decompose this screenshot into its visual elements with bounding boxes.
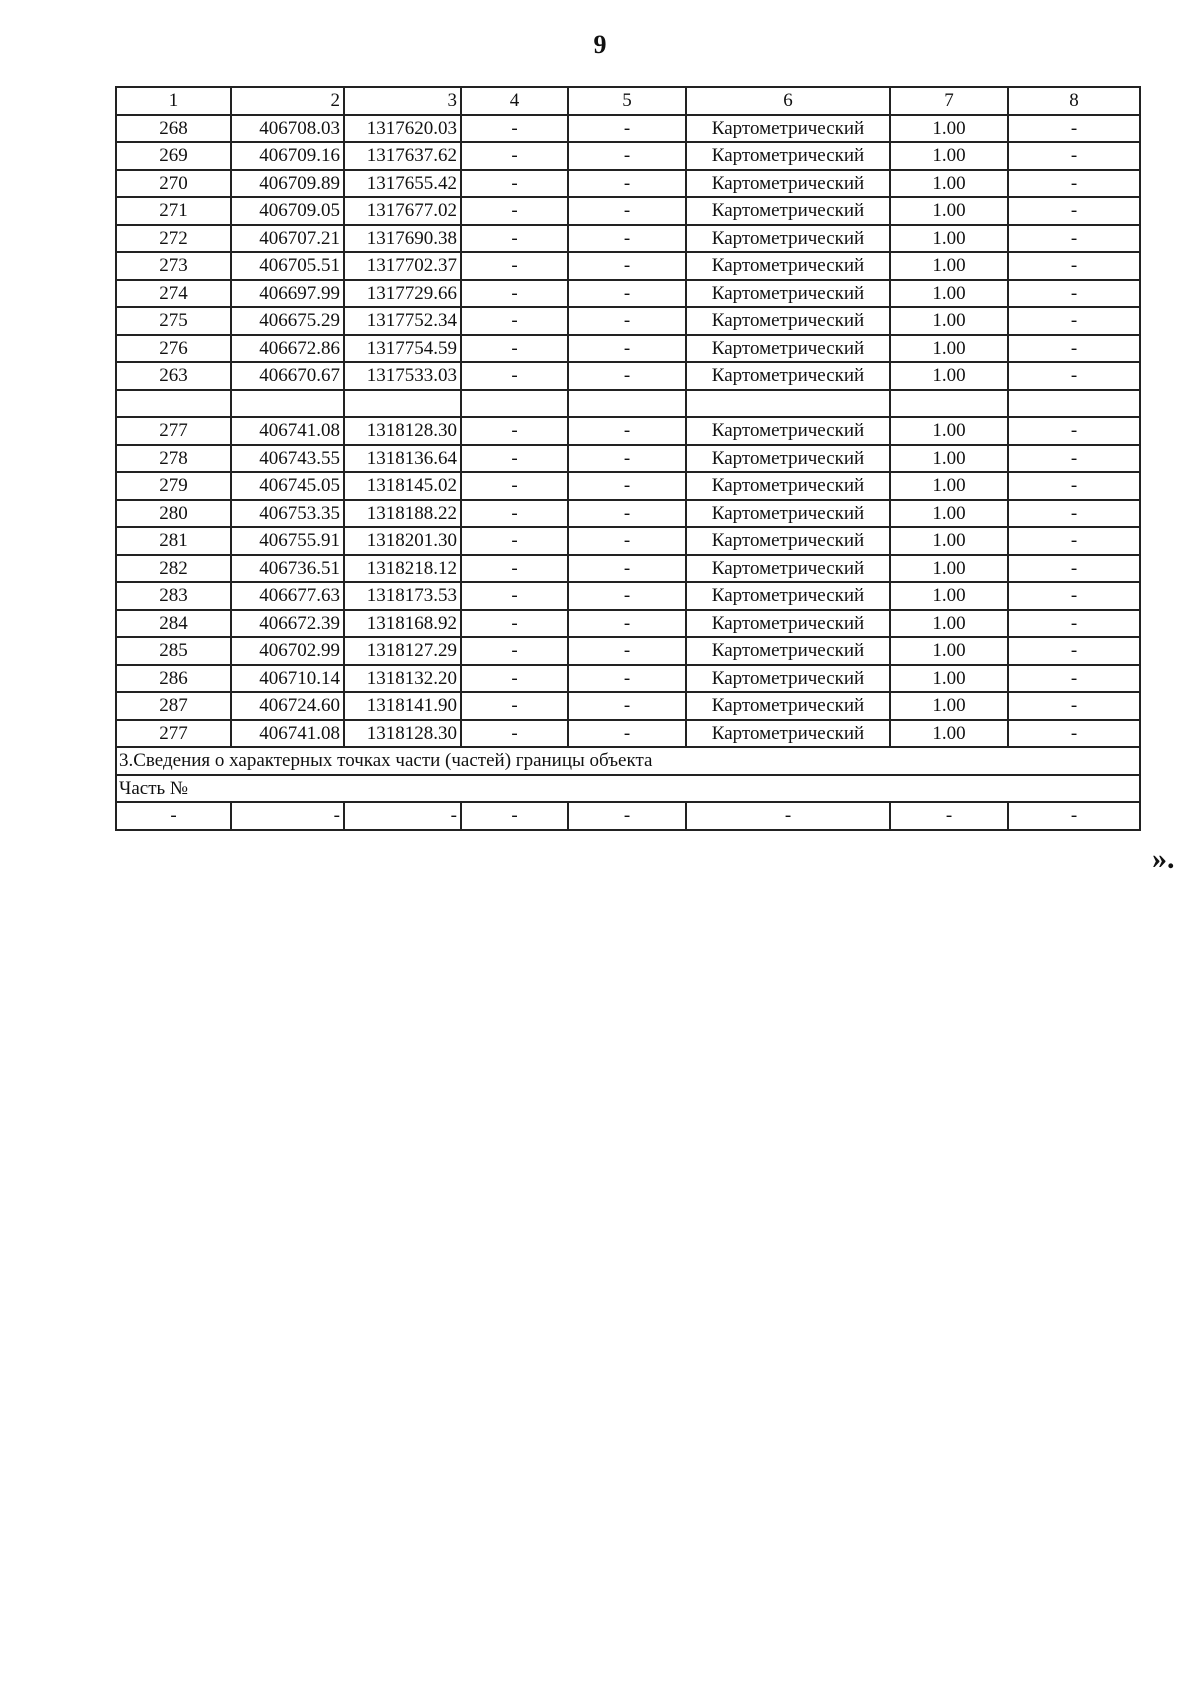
table-cell: - (1008, 170, 1140, 198)
table-row (116, 472, 1140, 500)
table-cell: - (568, 527, 686, 555)
table-cell: - (116, 802, 231, 830)
table-cell (461, 390, 568, 418)
table-cell: Картометрический (686, 582, 890, 610)
table-cell: 406708.03 (231, 115, 344, 143)
table-cell: 406724.60 (231, 692, 344, 720)
table-cell: - (461, 445, 568, 473)
table-row (116, 307, 1140, 335)
table-cell: 1317752.34 (344, 307, 461, 335)
table-cell: Картометрический (686, 252, 890, 280)
table-cell: 1.00 (890, 527, 1008, 555)
table-cell: 263 (116, 362, 231, 390)
table-row (116, 197, 1140, 225)
table-cell: - (686, 802, 890, 830)
table-cell: 5 (568, 87, 686, 115)
table-cell: 279 (116, 472, 231, 500)
table-cell: - (461, 637, 568, 665)
table-cell: - (1008, 115, 1140, 143)
table-cell (890, 390, 1008, 418)
table-cell: 286 (116, 665, 231, 693)
table-row (116, 335, 1140, 363)
table-cell: - (461, 527, 568, 555)
table-cell: - (568, 802, 686, 830)
table-cell: - (568, 720, 686, 748)
table-row (116, 610, 1140, 638)
table-row (116, 225, 1140, 253)
table-cell: 1318132.20 (344, 665, 461, 693)
table-cell: 1.00 (890, 252, 1008, 280)
table-cell: 277 (116, 720, 231, 748)
table-cell: - (568, 472, 686, 500)
table-cell: Картометрический (686, 555, 890, 583)
table-cell: 1 (116, 87, 231, 115)
table-cell: - (568, 445, 686, 473)
table-cell (344, 390, 461, 418)
table-cell: 406736.51 (231, 555, 344, 583)
table-cell: - (568, 582, 686, 610)
table-cell: - (461, 472, 568, 500)
table-cell: 2 (231, 87, 344, 115)
table-cell: 4 (461, 87, 568, 115)
table-cell: - (568, 252, 686, 280)
table-row (116, 390, 1140, 418)
table-cell: 1317754.59 (344, 335, 461, 363)
table-cell: - (1008, 445, 1140, 473)
table-cell (116, 390, 231, 418)
table-cell: 284 (116, 610, 231, 638)
table-cell: 1317637.62 (344, 142, 461, 170)
table-cell: 274 (116, 280, 231, 308)
table-cell: - (1008, 472, 1140, 500)
table-cell: 406709.16 (231, 142, 344, 170)
table-cell: 1.00 (890, 417, 1008, 445)
table-cell: - (1008, 582, 1140, 610)
table-cell: 1318201.30 (344, 527, 461, 555)
table-cell: - (568, 555, 686, 583)
table-row (116, 115, 1140, 143)
table-cell: - (1008, 637, 1140, 665)
table-cell: 406745.05 (231, 472, 344, 500)
table-cell: 3 (344, 87, 461, 115)
table-cell: - (1008, 142, 1140, 170)
table-cell: 1.00 (890, 170, 1008, 198)
table-cell: 1318141.90 (344, 692, 461, 720)
table-cell: 285 (116, 637, 231, 665)
table-cell: 406672.86 (231, 335, 344, 363)
table-cell: Картометрический (686, 692, 890, 720)
table-cell: 272 (116, 225, 231, 253)
table-cell: - (461, 142, 568, 170)
table-cell: Картометрический (686, 225, 890, 253)
table-cell: - (568, 170, 686, 198)
table-cell: - (231, 802, 344, 830)
table-cell: - (1008, 362, 1140, 390)
table-cell: - (461, 170, 568, 198)
table-cell: - (461, 307, 568, 335)
table-cell: - (568, 500, 686, 528)
table-cell: 1.00 (890, 720, 1008, 748)
table-cell: 269 (116, 142, 231, 170)
table-cell: Картометрический (686, 500, 890, 528)
table-cell: 1.00 (890, 555, 1008, 583)
table-cell: - (1008, 555, 1140, 583)
table-row (116, 665, 1140, 693)
table-cell: 275 (116, 307, 231, 335)
table-cell: 1318127.29 (344, 637, 461, 665)
table-cell: - (461, 500, 568, 528)
table-cell: 277 (116, 417, 231, 445)
table-row (116, 142, 1140, 170)
table-cell: Картометрический (686, 445, 890, 473)
table-cell: Картометрический (686, 197, 890, 225)
table-row (116, 637, 1140, 665)
table-cell: - (568, 197, 686, 225)
table-cell: 1318145.02 (344, 472, 461, 500)
table-cell: 1318188.22 (344, 500, 461, 528)
table-cell: 406705.51 (231, 252, 344, 280)
table-cell: - (461, 610, 568, 638)
page-number: 9 (593, 30, 607, 59)
table-cell: 406741.08 (231, 417, 344, 445)
table-cell: 1.00 (890, 637, 1008, 665)
table-row (116, 362, 1140, 390)
table-cell: - (568, 142, 686, 170)
table-cell: 1.00 (890, 280, 1008, 308)
table-row (116, 500, 1140, 528)
table-cell: 406697.99 (231, 280, 344, 308)
table-cell: 406670.67 (231, 362, 344, 390)
table-cell: - (1008, 665, 1140, 693)
table-cell: 1318136.64 (344, 445, 461, 473)
table-cell: - (890, 802, 1008, 830)
table-row (116, 252, 1140, 280)
table-cell: - (461, 802, 568, 830)
table-cell: 1.00 (890, 610, 1008, 638)
table-cell (686, 390, 890, 418)
table-cell: 278 (116, 445, 231, 473)
table-cell: - (568, 692, 686, 720)
table-cell: 1.00 (890, 500, 1008, 528)
table-cell: 406677.63 (231, 582, 344, 610)
table-cell: 1317702.37 (344, 252, 461, 280)
table-cell: Картометрический (686, 280, 890, 308)
table-cell: 406709.89 (231, 170, 344, 198)
table-cell: 281 (116, 527, 231, 555)
table-cell: 1.00 (890, 197, 1008, 225)
table-cell: - (568, 307, 686, 335)
table-cell: Картометрический (686, 362, 890, 390)
table-cell: 406710.14 (231, 665, 344, 693)
part-label: Часть № (116, 775, 1140, 803)
table-cell: - (461, 720, 568, 748)
table-cell: 280 (116, 500, 231, 528)
table-cell: 406743.55 (231, 445, 344, 473)
table-row (116, 720, 1140, 748)
table-cell: - (461, 335, 568, 363)
table-cell: 1318168.92 (344, 610, 461, 638)
table-cell: 1.00 (890, 307, 1008, 335)
table-cell: - (1008, 225, 1140, 253)
table-cell: - (1008, 417, 1140, 445)
table-row (116, 280, 1140, 308)
table-cell: 271 (116, 197, 231, 225)
table-cell: Картометрический (686, 720, 890, 748)
table-cell: - (461, 225, 568, 253)
table-cell: - (1008, 500, 1140, 528)
table-cell: - (1008, 335, 1140, 363)
table-cell: 1318128.30 (344, 417, 461, 445)
table-cell: - (1008, 197, 1140, 225)
table-cell: 1317655.42 (344, 170, 461, 198)
table-cell: 406672.39 (231, 610, 344, 638)
closing-quote-mark: ». (1152, 842, 1175, 875)
table-cell: 282 (116, 555, 231, 583)
table-cell: 1.00 (890, 362, 1008, 390)
table-cell: 1317533.03 (344, 362, 461, 390)
section-title-row (116, 747, 1140, 775)
table-cell: 406709.05 (231, 197, 344, 225)
table-cell: 273 (116, 252, 231, 280)
table-row (116, 527, 1140, 555)
table-cell: 406741.08 (231, 720, 344, 748)
table-cell: - (568, 280, 686, 308)
table-row (116, 555, 1140, 583)
table-cell: 1318128.30 (344, 720, 461, 748)
table-row (116, 582, 1140, 610)
table-row (116, 445, 1140, 473)
table-cell: Картометрический (686, 610, 890, 638)
table-cell: - (568, 115, 686, 143)
table-cell: 7 (890, 87, 1008, 115)
table-cell: 283 (116, 582, 231, 610)
table-cell: - (461, 115, 568, 143)
table-row (116, 170, 1140, 198)
table-cell: 1.00 (890, 225, 1008, 253)
table-cell: 6 (686, 87, 890, 115)
table-cell: 406753.35 (231, 500, 344, 528)
table-cell: 268 (116, 115, 231, 143)
table-cell: 1317677.02 (344, 197, 461, 225)
table-cell: - (1008, 280, 1140, 308)
table-cell: - (1008, 720, 1140, 748)
table-cell: 406702.99 (231, 637, 344, 665)
table-cell: Картометрический (686, 307, 890, 335)
table-cell: - (568, 610, 686, 638)
table-cell: - (568, 362, 686, 390)
table-cell: 276 (116, 335, 231, 363)
table-cell: - (461, 280, 568, 308)
table-cell: 1.00 (890, 142, 1008, 170)
table-cell: 406755.91 (231, 527, 344, 555)
table-cell: 1317729.66 (344, 280, 461, 308)
table-cell: - (568, 417, 686, 445)
table-cell: - (461, 555, 568, 583)
table-cell: 1.00 (890, 665, 1008, 693)
table-cell: - (461, 252, 568, 280)
table-cell: - (568, 637, 686, 665)
table-cell: 270 (116, 170, 231, 198)
table-cell: - (1008, 252, 1140, 280)
table-cell: - (568, 225, 686, 253)
table-cell: Картометрический (686, 527, 890, 555)
table-cell: 8 (1008, 87, 1140, 115)
table-cell: Картометрический (686, 472, 890, 500)
table-cell (1008, 390, 1140, 418)
table-row (116, 692, 1140, 720)
table-cell: - (461, 692, 568, 720)
table-cell: - (461, 665, 568, 693)
table-cell: - (1008, 307, 1140, 335)
table-cell: 1.00 (890, 115, 1008, 143)
table-cell: - (568, 335, 686, 363)
table-cell: 406707.21 (231, 225, 344, 253)
table-cell (231, 390, 344, 418)
coordinates-table (115, 86, 1141, 831)
part-row (116, 802, 1140, 830)
section-title: 3.Сведения о характерных точках части (частей) границы объекта (116, 747, 1140, 775)
table-cell: - (461, 197, 568, 225)
table-row (116, 417, 1140, 445)
table-cell: - (1008, 610, 1140, 638)
table-cell: - (461, 582, 568, 610)
table-cell: Картометрический (686, 335, 890, 363)
table-cell: Картометрический (686, 637, 890, 665)
part-label-row (116, 775, 1140, 803)
table-cell (568, 390, 686, 418)
table-cell: 1.00 (890, 335, 1008, 363)
table-cell: Картометрический (686, 665, 890, 693)
table-cell: - (461, 362, 568, 390)
table-cell: Картометрический (686, 417, 890, 445)
table-cell: 1.00 (890, 582, 1008, 610)
table-cell: 1.00 (890, 445, 1008, 473)
header-row (116, 87, 1140, 115)
table-cell: Картометрический (686, 115, 890, 143)
table-cell: 406675.29 (231, 307, 344, 335)
table-cell: - (1008, 527, 1140, 555)
table-cell: 287 (116, 692, 231, 720)
table-cell: 1318173.53 (344, 582, 461, 610)
table-cell: - (1008, 692, 1140, 720)
table-cell: 1.00 (890, 472, 1008, 500)
table-cell: 1317620.03 (344, 115, 461, 143)
table-cell: - (1008, 802, 1140, 830)
table-cell: Картометрический (686, 170, 890, 198)
table-cell: - (568, 665, 686, 693)
table-cell: - (461, 417, 568, 445)
table-cell: 1.00 (890, 692, 1008, 720)
table-cell: - (344, 802, 461, 830)
table-cell: 1317690.38 (344, 225, 461, 253)
table-cell: Картометрический (686, 142, 890, 170)
table-cell: 1318218.12 (344, 555, 461, 583)
